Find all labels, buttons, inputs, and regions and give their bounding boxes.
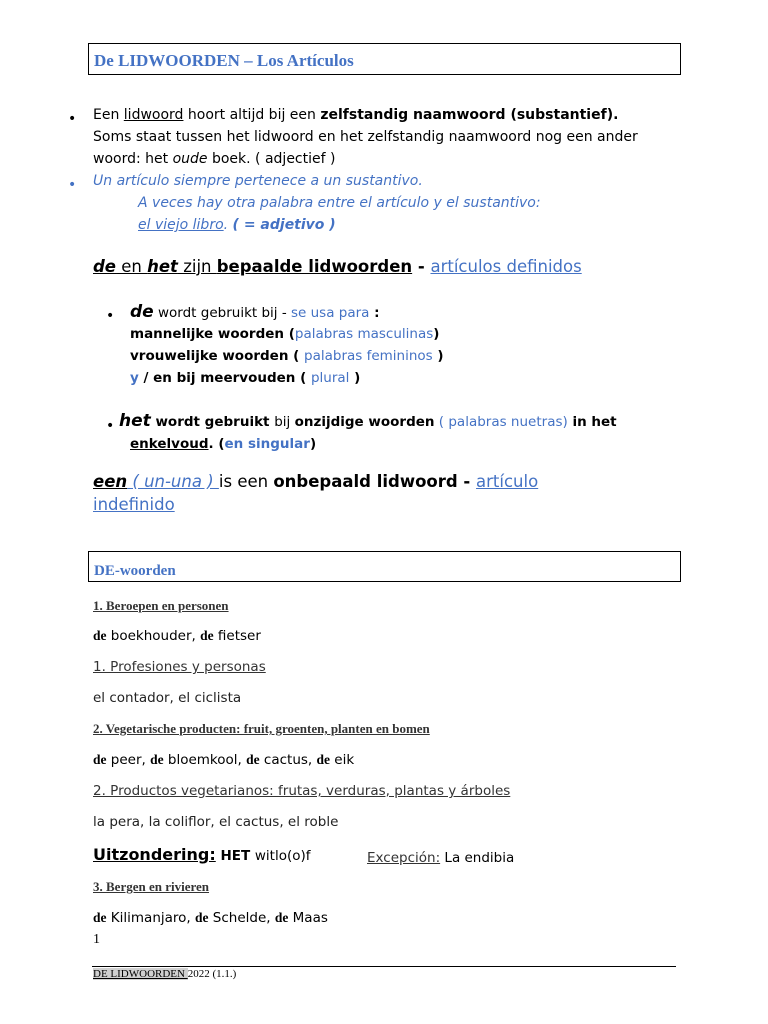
section-1-es-examples: el contador, el ciclista [93, 690, 242, 706]
section-2-es-examples: la pera, la coliflor, el cactus, el roble [93, 814, 339, 830]
document-title: De LIDWOORDEN – Los Artículos [94, 51, 354, 70]
footer [93, 968, 236, 980]
bullet-icon: • [68, 111, 77, 127]
bullet-icon: • [106, 418, 115, 434]
de-words-title: DE-woorden [94, 563, 176, 579]
definite-heading: de en het zijn bepaalde lidwoorden - artículos definidos [93, 257, 582, 276]
section-2-examples: de peer, de bloemkool, de cactus, de eik [93, 752, 355, 768]
intro-line-2: Soms staat tussen het lidwoord en het zelfstandig naamwoord nog een ander [93, 129, 638, 145]
intro-es-line-1: Un artículo siempre pertenece a un sustantivo. [93, 173, 423, 189]
section-3-heading: 3. Bergen en rivieren [93, 879, 210, 894]
section-1-heading: 1. Beroepen en personen [93, 598, 229, 613]
singular-line: enkelvoud. (en singular) [130, 436, 317, 452]
bullet-icon: • [106, 308, 115, 324]
indefinite-heading: een ( un-una ) is een onbepaald lidwoord - artículo [93, 472, 539, 491]
excepcion-line: Excepción: La endibia [367, 850, 515, 866]
de-words-box [88, 551, 681, 582]
section-3-examples: de Kilimanjaro, de Schelde, de Maas [93, 910, 328, 926]
intro-line-1: Een lidwoord hoort altijd bij een zelfstandig naamwoord (substantief). [93, 107, 619, 123]
intro-es-line-2: A veces hay otra palabra entre el artículo y el sustantivo: [138, 195, 541, 211]
header-box [88, 43, 681, 75]
de-usage-line: de wordt gebruikt bij - se usa para : [130, 302, 380, 322]
exception-line: Uitzondering: HET witlo(o)f [93, 845, 311, 864]
footer-divider [92, 966, 676, 967]
plural-line: y / en bij meervouden ( plural ) [130, 370, 361, 386]
het-usage-line: het wordt gebruikt bij onzijdige woorden ( palabras nuetras) in het [119, 411, 617, 431]
footer-year: 2022 (1.1.) [187, 968, 237, 980]
section-2-es-heading: 2. Productos vegetarianos: frutas, verduras, plantas y árboles [93, 783, 511, 799]
indefinite-heading-cont: indefinido [93, 495, 175, 514]
intro-line-3: woord: het oude boek. ( adjectief ) [93, 151, 336, 167]
page-number: 1 [93, 932, 100, 947]
section-1-examples: de boekhouder, de fietser [93, 628, 261, 644]
intro-es-line-3: el viejo libro. ( = adjetivo ) [138, 217, 336, 233]
bullet-icon: • [68, 177, 77, 193]
feminine-line: vrouwelijke woorden ( palabras femininos ) [130, 348, 444, 364]
footer-doc-title: DE LIDWOORDEN [93, 968, 188, 980]
section-2-heading: 2. Vegetarische producten: fruit, groenten, planten en bomen [93, 721, 430, 736]
section-1-es-heading: 1. Profesiones y personas [93, 659, 266, 675]
masculine-line: mannelijke woorden (palabras masculinas) [130, 326, 440, 342]
